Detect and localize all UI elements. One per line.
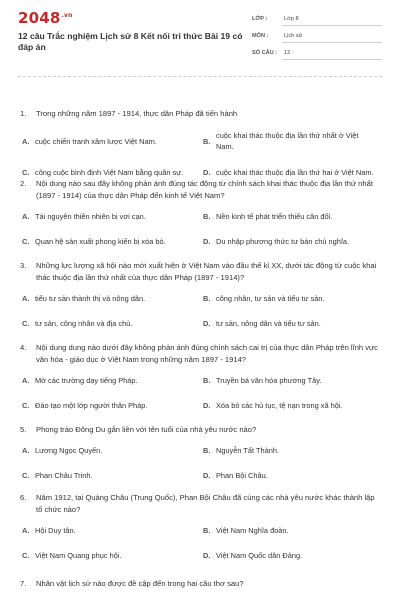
option-row	[20, 234, 382, 248]
meta-grade	[252, 13, 382, 30]
answer-options	[20, 373, 382, 412]
option-d[interactable]: D. cuộc khai thác thuộc địa lần thứ hai ở Việt Nam.	[203, 167, 374, 177]
meta-value: 12	[284, 50, 291, 56]
option-b[interactable]: B. công nhân, tư sản và tiểu tư sản.	[203, 293, 325, 303]
option-d[interactable]: D. Xóa bỏ các hủ tục, tệ nạn trong xã hội.	[203, 400, 343, 410]
question-5	[20, 424, 382, 482]
question-text: Nội dung dung nào dưới đây không phản ánh đúng chính sách cai trị của thực dân Pháp trên lĩnh vực văn hóa - giáo dục ở Việt Nam trong những năm 1897 - 1914?	[36, 343, 378, 364]
question-number: 6.	[20, 493, 27, 502]
option-row	[20, 316, 382, 330]
question-stem	[20, 108, 382, 120]
meta-underline	[282, 25, 382, 26]
option-row	[20, 548, 382, 562]
option-a[interactable]: A. Tài nguyên thiên nhiên bị vơi cạn.	[22, 211, 146, 221]
option-row	[20, 468, 382, 482]
option-a[interactable]: A. Lương Ngọc Quyến.	[22, 445, 103, 455]
question-number: 3.	[20, 261, 27, 270]
option-row	[20, 443, 382, 457]
question-text: Nhân vật lịch sử nào được đề cập đến trong hai câu thơ sau?	[36, 579, 244, 588]
option-a[interactable]: A. Hội Duy tân.	[22, 525, 76, 535]
question-6	[20, 492, 382, 562]
option-d[interactable]: D. Việt Nam Quốc dân Đảng.	[203, 550, 303, 560]
option-d[interactable]: D. Phan Bội Châu.	[203, 470, 268, 480]
question-text: Những lực lượng xã hội nào mới xuất hiện ở Việt Nam vào đầu thế kỉ XX, dưới tác động từ cuộc khai thác thuộc địa lần thứ nhất của thực dân Pháp (1897 - 1914)?	[36, 261, 377, 282]
option-row	[20, 209, 382, 223]
option-c[interactable]: C. Việt Nam Quang phục hội.	[22, 550, 122, 560]
document-meta	[252, 13, 382, 64]
meta-underline	[282, 42, 382, 43]
option-c[interactable]: C. công cuộc bình định Việt Nam bằng quân sự.	[22, 167, 184, 177]
option-b[interactable]: B. Nền kinh tế phát triển thiếu cân đối.	[203, 211, 333, 221]
option-row	[20, 127, 382, 155]
meta-value: Lớp 8	[284, 16, 299, 22]
question-text: Nội dung nào sau đây không phản ánh đúng tác động từ chính sách khai thác thuộc địa lần thứ nhất (1897 - 1914) của thực dân Pháp đến kinh tế Việt Nam?	[36, 179, 373, 200]
answer-options	[20, 209, 382, 248]
answer-options	[20, 523, 382, 562]
question-2	[20, 178, 382, 248]
meta-underline	[282, 59, 382, 60]
question-stem	[20, 578, 382, 590]
option-a[interactable]: A. Mở các trường dạy tiếng Pháp.	[22, 375, 138, 385]
option-row	[20, 291, 382, 305]
meta-label: SỐ CÂU :	[252, 50, 278, 56]
option-row	[20, 398, 382, 412]
meta-question-count	[252, 47, 382, 64]
question-number: 5.	[20, 425, 27, 434]
option-b[interactable]: B. Việt Nam Nghĩa đoàn.	[203, 525, 289, 535]
option-c[interactable]: C. Đào tạo một lớp người thân Pháp.	[22, 400, 148, 410]
meta-value: Lịch sử	[284, 33, 303, 39]
question-stem	[20, 260, 382, 284]
answer-options	[20, 291, 382, 330]
question-number: 1.	[20, 109, 27, 118]
question-text: Phong trào Đông Du gắn liền với tên tuổi của nhà yêu nước nào?	[36, 425, 257, 434]
option-c[interactable]: C. Phan Châu Trinh.	[22, 470, 93, 480]
site-logo[interactable]: $2048^{.vn}$	[18, 9, 73, 27]
question-text: Trong những năm 1897 - 1914, thực dân Pháp đã tiến hành	[36, 109, 238, 118]
option-b[interactable]: B. Nguyễn Tất Thành.	[203, 445, 280, 455]
option-row	[20, 373, 382, 387]
option-c[interactable]: C. tư sản, công nhân và địa chủ.	[22, 318, 133, 328]
question-number: 4.	[20, 343, 27, 352]
question-3	[20, 260, 382, 330]
question-4	[20, 342, 382, 412]
option-a[interactable]: A. cuộc chiến tranh xâm lược Việt Nam.	[22, 136, 157, 146]
question-number: 2.	[20, 179, 27, 188]
option-a[interactable]: A. tiểu tư sản thành thị và nông dân.	[22, 293, 146, 303]
question-stem	[20, 342, 382, 366]
meta-label: MÔN :	[252, 33, 269, 39]
header-divider	[18, 76, 382, 77]
option-b[interactable]: B. cuộc khai thác thuộc địa lần thứ nhất ở Việt Nam.	[203, 131, 359, 151]
meta-subject	[252, 30, 382, 47]
question-stem	[20, 492, 382, 516]
option-row	[20, 523, 382, 537]
question-stem	[20, 178, 382, 202]
answer-options	[20, 443, 382, 482]
option-d[interactable]: D. tư sản, nông dân và tiểu tư sản.	[203, 318, 321, 328]
option-d[interactable]: D. Du nhập phương thức tư bản chủ nghĩa.	[203, 236, 350, 246]
document-header	[0, 0, 400, 68]
question-7	[20, 578, 382, 590]
question-number: 7.	[20, 579, 27, 588]
meta-label: LỚP :	[252, 16, 268, 22]
question-text: Năm 1912, tại Quảng Châu (Trung Quốc), Phan Bội Châu đã cùng các nhà yêu nước khác thành lập tổ chức nào?	[36, 493, 375, 514]
question-1	[20, 108, 382, 186]
question-stem	[20, 424, 382, 436]
option-b[interactable]: B. Truyền bá văn hóa phương Tây.	[203, 375, 322, 385]
option-c[interactable]: C. Quan hệ sản xuất phong kiến bị xóa bỏ.	[22, 236, 166, 246]
document-title: 12 câu Trắc nghiệm Lịch sử 8 Kết nối tri thức Bài 19 có đáp án	[18, 31, 243, 52]
